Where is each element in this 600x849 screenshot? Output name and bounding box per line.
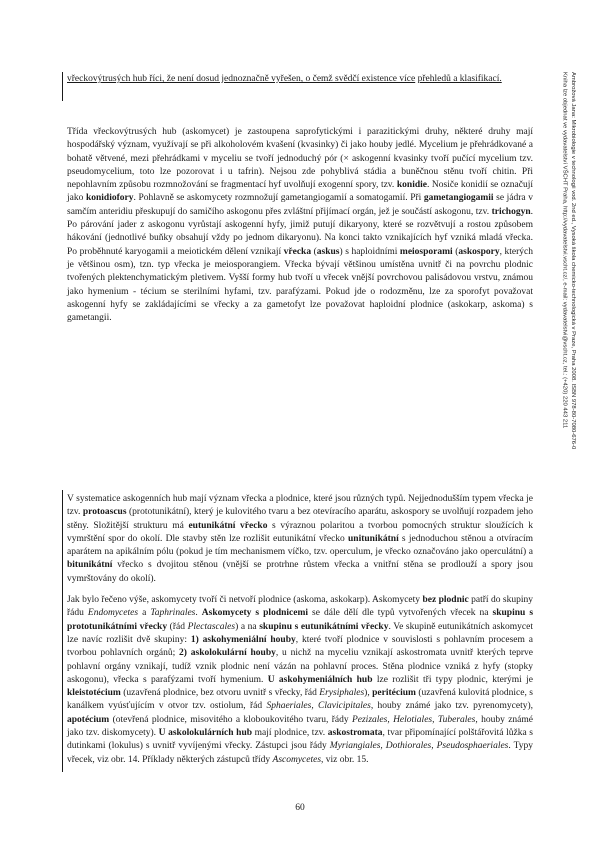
text: , houby známé jako tzv. pyrenomycety), [370, 701, 533, 712]
text: Jak bylo řečeno výše, askomycety tvoří či netvoří plodnice (askoma, askokarp). Askomycety [67, 595, 423, 606]
sidebar-line-2: Kniha lze objednat ve vydavatelství VŠCHT Praha, http://vydavatelstvi.vscht.cz/, e-mail: vydavatelstvi@vscht.cz, tel.: (+420) 220 443 211 [561, 72, 568, 429]
text: (uzavřená kulovitá plodnice, s kanálkem vyúsťujícím v otvor tzv. ostiolum, řád [67, 688, 533, 712]
text: mají plodnice, tzv. [252, 728, 328, 739]
text: ) a na [235, 621, 260, 632]
taxon-erysiphales: Erysiphales [319, 688, 365, 699]
intro-line-b: přehledů a klasifikací. [417, 74, 502, 84]
term-u-askolokularnich: U askolokulárních hub [158, 728, 253, 739]
text: vřecko s dvojitou stěnou (vnější se protrhne růstem vřecka a vnitřní stěna se prodlouží a spory jsou vymrštovány do okolí). [67, 560, 533, 584]
term-trichogyn: trichogyn [491, 206, 531, 217]
text: s výraznou polaritou a tvorbou pomocných struktur sloužících k vymrštění spor do okolí. Dle stavby stěn lze rozlišit eutunikátní vřecko [67, 520, 533, 544]
term-eutunikatni: eutunikátní vřecko [188, 520, 268, 531]
term-vrecka: vřecka [283, 246, 312, 257]
term-s-plodnicemi: Askomycety s plodnicemi [201, 608, 309, 619]
taxon-myriangiales: Myriangiales, Dothiorales, Pseudosphaeriales [329, 741, 509, 752]
text: , u nichž na myceliu vznikají askostromata uvnitř kterých teprve pohlavní orgány vznikají, tudíž vznik plodnic není vázán na pohlavní proces. Stěna plodnice vzniká z hyfy (stopky askogonu), vřecka s parafýzami tvoří hymenium. [67, 648, 533, 685]
main-paragraph [67, 126, 533, 325]
text: , kterých je většinou osm), tzn. typ vřecka je meiosporangiem. Vřecka bývají většinou umístěna uvnitř či na povrchu plodnic tvořených plektenchymatickým pletivem. Vyšší formy hub tvoří u vřecek vnější povrchovou palisádovou vrstvu, známou jako hymenium - técium se sterilními hyfami, tzv. parafýzami. Pokud jde o rodozměnu, lze za sporofyt považovat askogenní hyfy se zakládajícími se vřecky a za gametofyt lze považovat haploidní plodnice (askokarp, askoma) s gametangii. [67, 246, 533, 324]
term-kleistotecium: kleistotécium [67, 688, 121, 699]
term-u-askohymenialnich: U askohymeniálních hub [267, 674, 373, 685]
text: lze rozlišit tři typy plodnic, kterými je [372, 674, 534, 685]
margin-bar-top [62, 72, 63, 101]
text: . Nosiče konidií se označují jako [67, 180, 533, 204]
text: (řád [167, 621, 188, 632]
intro-paragraph [67, 73, 533, 86]
text: se jádra v samčím anteridiu přeskupují do samičího askogonu přes zvláštní přijímací orgán, jež je součástí askogonu, tzv. [67, 193, 533, 217]
text: s jednoduchou stěnou a otvíracím aparátem na apikálním pólu (pokud je tím mechanismem víčko, tzv. operculum, je vřecko označováno jako operculátní) a [67, 533, 533, 558]
term-askostromata: askostromata [327, 728, 383, 739]
text: (prototunikátní), který je kulovitého tvaru a bez otevíracího aparátu, askospory se uvolňují rozpadem jeho stěny. Složitější strukturu má [67, 507, 533, 531]
text: . Pohlavně se askomycety rozmnožují gametangiogamií a somatogamií. Při [133, 193, 424, 204]
text: (otevřená plodnice, misovitého a kloboukovitého tvaru, řády [109, 714, 352, 725]
systematics-box [67, 493, 533, 767]
text: . [195, 608, 202, 619]
term-unitunikatni: unitunikátní [348, 533, 399, 544]
text: ) s haploidními [339, 246, 400, 257]
text: a [138, 608, 151, 619]
text: ( [311, 246, 317, 257]
text: ), [364, 688, 373, 699]
term-bez-plodnic: bez plodnic [422, 595, 469, 606]
taxon-pezizales: Pezizales, Helotiales, Tuberales [351, 714, 476, 725]
term-prototunikatni-skupina: skupinu s prototunikátními vřecky [67, 608, 534, 632]
term-konidie: konidie [396, 180, 427, 191]
copyright-sidebar [560, 72, 577, 772]
text: (uzavřená plodnice, bez otvoru uvnitř s vřecky, řád [120, 688, 320, 699]
text: , houby známé jako tzv. diskomycety). [67, 714, 533, 739]
text: , viz obr. 15. [321, 754, 369, 765]
text: . Typy vřecek, viz obr. 14. Příklady některých zástupců třídy [67, 741, 533, 765]
term-peritecium: peritécium [372, 688, 416, 699]
term-askus: askus [316, 246, 340, 257]
text: ( [452, 246, 459, 257]
taxon-plectascales: Plectascales [187, 621, 236, 632]
text: Třída vřeckovýtrusých hub (askomycet) je zastoupena saprofytickými i parazitickými druhy, některé druhy mají hospodářský význam, využívají se při alkoholovém kvašení (kvasinky) či jako houby jedlé. Mycelium je přehrádkované a bohatě větvené, mezi přehrádkami v myceliu se tvoří jednoduchý pór (× askogenní kvasinky tvoří pučící mycelium tzv. pseudomycelium, toto lze pozorovat i u tafrin). Nejsou zde pohyblivá stádia a buněčnou stěnu tvoří chitin. Při nepohlavním způsobu rozmnožování se fragmentací hyf uvolňují exogenní spory, tzv. [67, 127, 533, 191]
term-meiosporami: meiosporami [399, 246, 453, 257]
text: . Po párování jader z askogonu vyrůstají askogenní hyfy, jimiž putují dikaryony, které se rozvětvují a rostou způsobem hákování (jednotlivé buňky obsahují vždy po jednom dikaryonu). Na konci takto vznikajících hyf vzniká mladá vřecka. Po proběhnuté karyogamii a meiotickém dělení vznikají [67, 206, 533, 257]
box-margin-line [62, 490, 63, 772]
box-paragraph-2 [67, 594, 533, 767]
text: . Ve skupině eutunikátních askomycet lze navíc rozlišit dvě skupiny: [67, 621, 533, 645]
term-apotecium: apotécium [67, 714, 110, 725]
text: , tvar připomínající polštářovitá lůžka s dutinkami (lokulus) s uvnitř vyvíjenými vřecky. Zástupci jsou řády [67, 728, 533, 752]
term-eutunikatni-skupina: skupinu s eutunikátními vřecky [259, 621, 389, 632]
text: patří do skupiny řádu [67, 595, 533, 619]
taxon-sphaeriales: Sphaeriales, Clavicipitales [266, 701, 371, 712]
term-askolokularni: 2) askolokulární houby [179, 648, 276, 659]
term-konidiofory: konidiofory [85, 193, 134, 204]
intro-line-a: vřeckovýtrusých hub říci, že není dosud jednoznačně vyřešen, o čemž svědčí existence více [67, 74, 416, 84]
sidebar-line-1: Ambrožová Jana: Mikrobiologie v technologii vod. 2nd ed., Vysoká škola chemicko-technologická v Praze, Praha 2008. ISBN 978-80-7080-676-0 [570, 72, 577, 450]
text: , které tvoří plodnice v souvislosti s pohlavním procesem a tvorbou pohlavních orgánů; [67, 634, 533, 659]
taxon-endomycetes: Endomycetes [87, 608, 139, 619]
term-protoascus: protoascus [82, 507, 127, 518]
taxon-taphrinales: Taphrinales [150, 608, 196, 619]
box-paragraph-1 [67, 493, 533, 586]
text: V systematice askogenních hub mají význam vřecka a plodnice, které jsou různých typů. Nejjednodušším typem vřecka je tzv. [67, 494, 533, 518]
text: se dále dělí dle typů vytvořených vřecek na [308, 608, 493, 619]
taxon-ascomycetes: Ascomycetes [272, 754, 322, 765]
term-bitunikatni: bitunikátní [67, 560, 113, 571]
term-askospory: askospory [458, 246, 500, 257]
term-askohymenialni: 1) askohymeniální houby [190, 634, 296, 645]
term-gametangiogamie: gametangiogamii [423, 193, 494, 204]
page-number: 60 [295, 803, 305, 813]
